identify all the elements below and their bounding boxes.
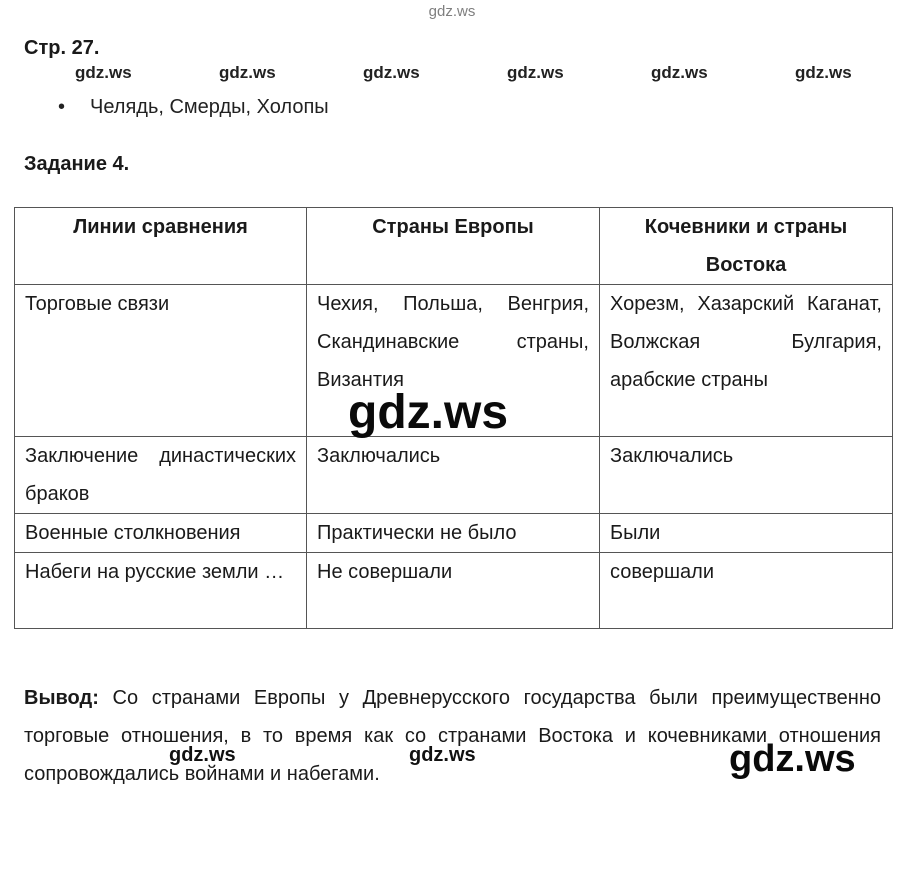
header-cell: Страны Европы (307, 208, 600, 285)
conclusion-text: Со странами Европы у Древнерусского государства были преимущественно торговые отношения, в то время как со странами Востока и кочевниками отношения сопровождались войнами и набегами. (24, 687, 881, 785)
table-cell: Хорезм, Хазарский Каганат, Волжская Булгария, арабские страны (600, 285, 893, 437)
watermark-label: gdz.ws (219, 63, 276, 82)
table-header-row (15, 208, 893, 285)
table-cell: Чехия, Польша, Венгрия, Скандинавские страны, Византия (307, 285, 600, 437)
watermark-label: gdz.ws (363, 63, 420, 82)
table-row (15, 514, 893, 553)
watermark-large: gdz.ws (729, 738, 856, 780)
table-cell: Не совершали (307, 553, 600, 629)
watermark-label: gdz.ws (75, 63, 132, 82)
header-cell: Кочевники и страны Востока (600, 208, 893, 285)
table-cell: Заключение династических браков (15, 437, 307, 514)
table-cell: Набеги на русские земли … (15, 553, 307, 629)
watermark-large: gdz.ws (348, 386, 509, 439)
task-title: Задание 4. (24, 153, 130, 175)
watermark-top: gdz.ws (428, 3, 476, 20)
table-cell: Торговые связи (15, 285, 307, 437)
table-cell: Были (600, 514, 893, 553)
table-cell: Практически не было (307, 514, 600, 553)
conclusion-label: Вывод: (24, 687, 99, 709)
bullet-text: Челядь, Смерды, Холопы (90, 96, 329, 118)
page-reference: Стр. 27. (24, 37, 100, 59)
watermark-label: gdz.ws (409, 744, 476, 766)
watermark-label: gdz.ws (795, 63, 852, 82)
table-cell: совершали (600, 553, 893, 629)
table-cell: Военные столкновения (15, 514, 307, 553)
table-cell: Заключались (600, 437, 893, 514)
header-cell: Линии сравнения (15, 208, 307, 285)
table-row (15, 553, 893, 629)
bullet-icon: • (58, 96, 66, 118)
watermark-row (0, 63, 904, 83)
table-cell: Заключались (307, 437, 600, 514)
watermark-label: gdz.ws (651, 63, 708, 82)
bullet-item (58, 96, 329, 119)
table-row (15, 437, 893, 514)
watermark-label: gdz.ws (507, 63, 564, 82)
watermark-label: gdz.ws (169, 744, 236, 766)
